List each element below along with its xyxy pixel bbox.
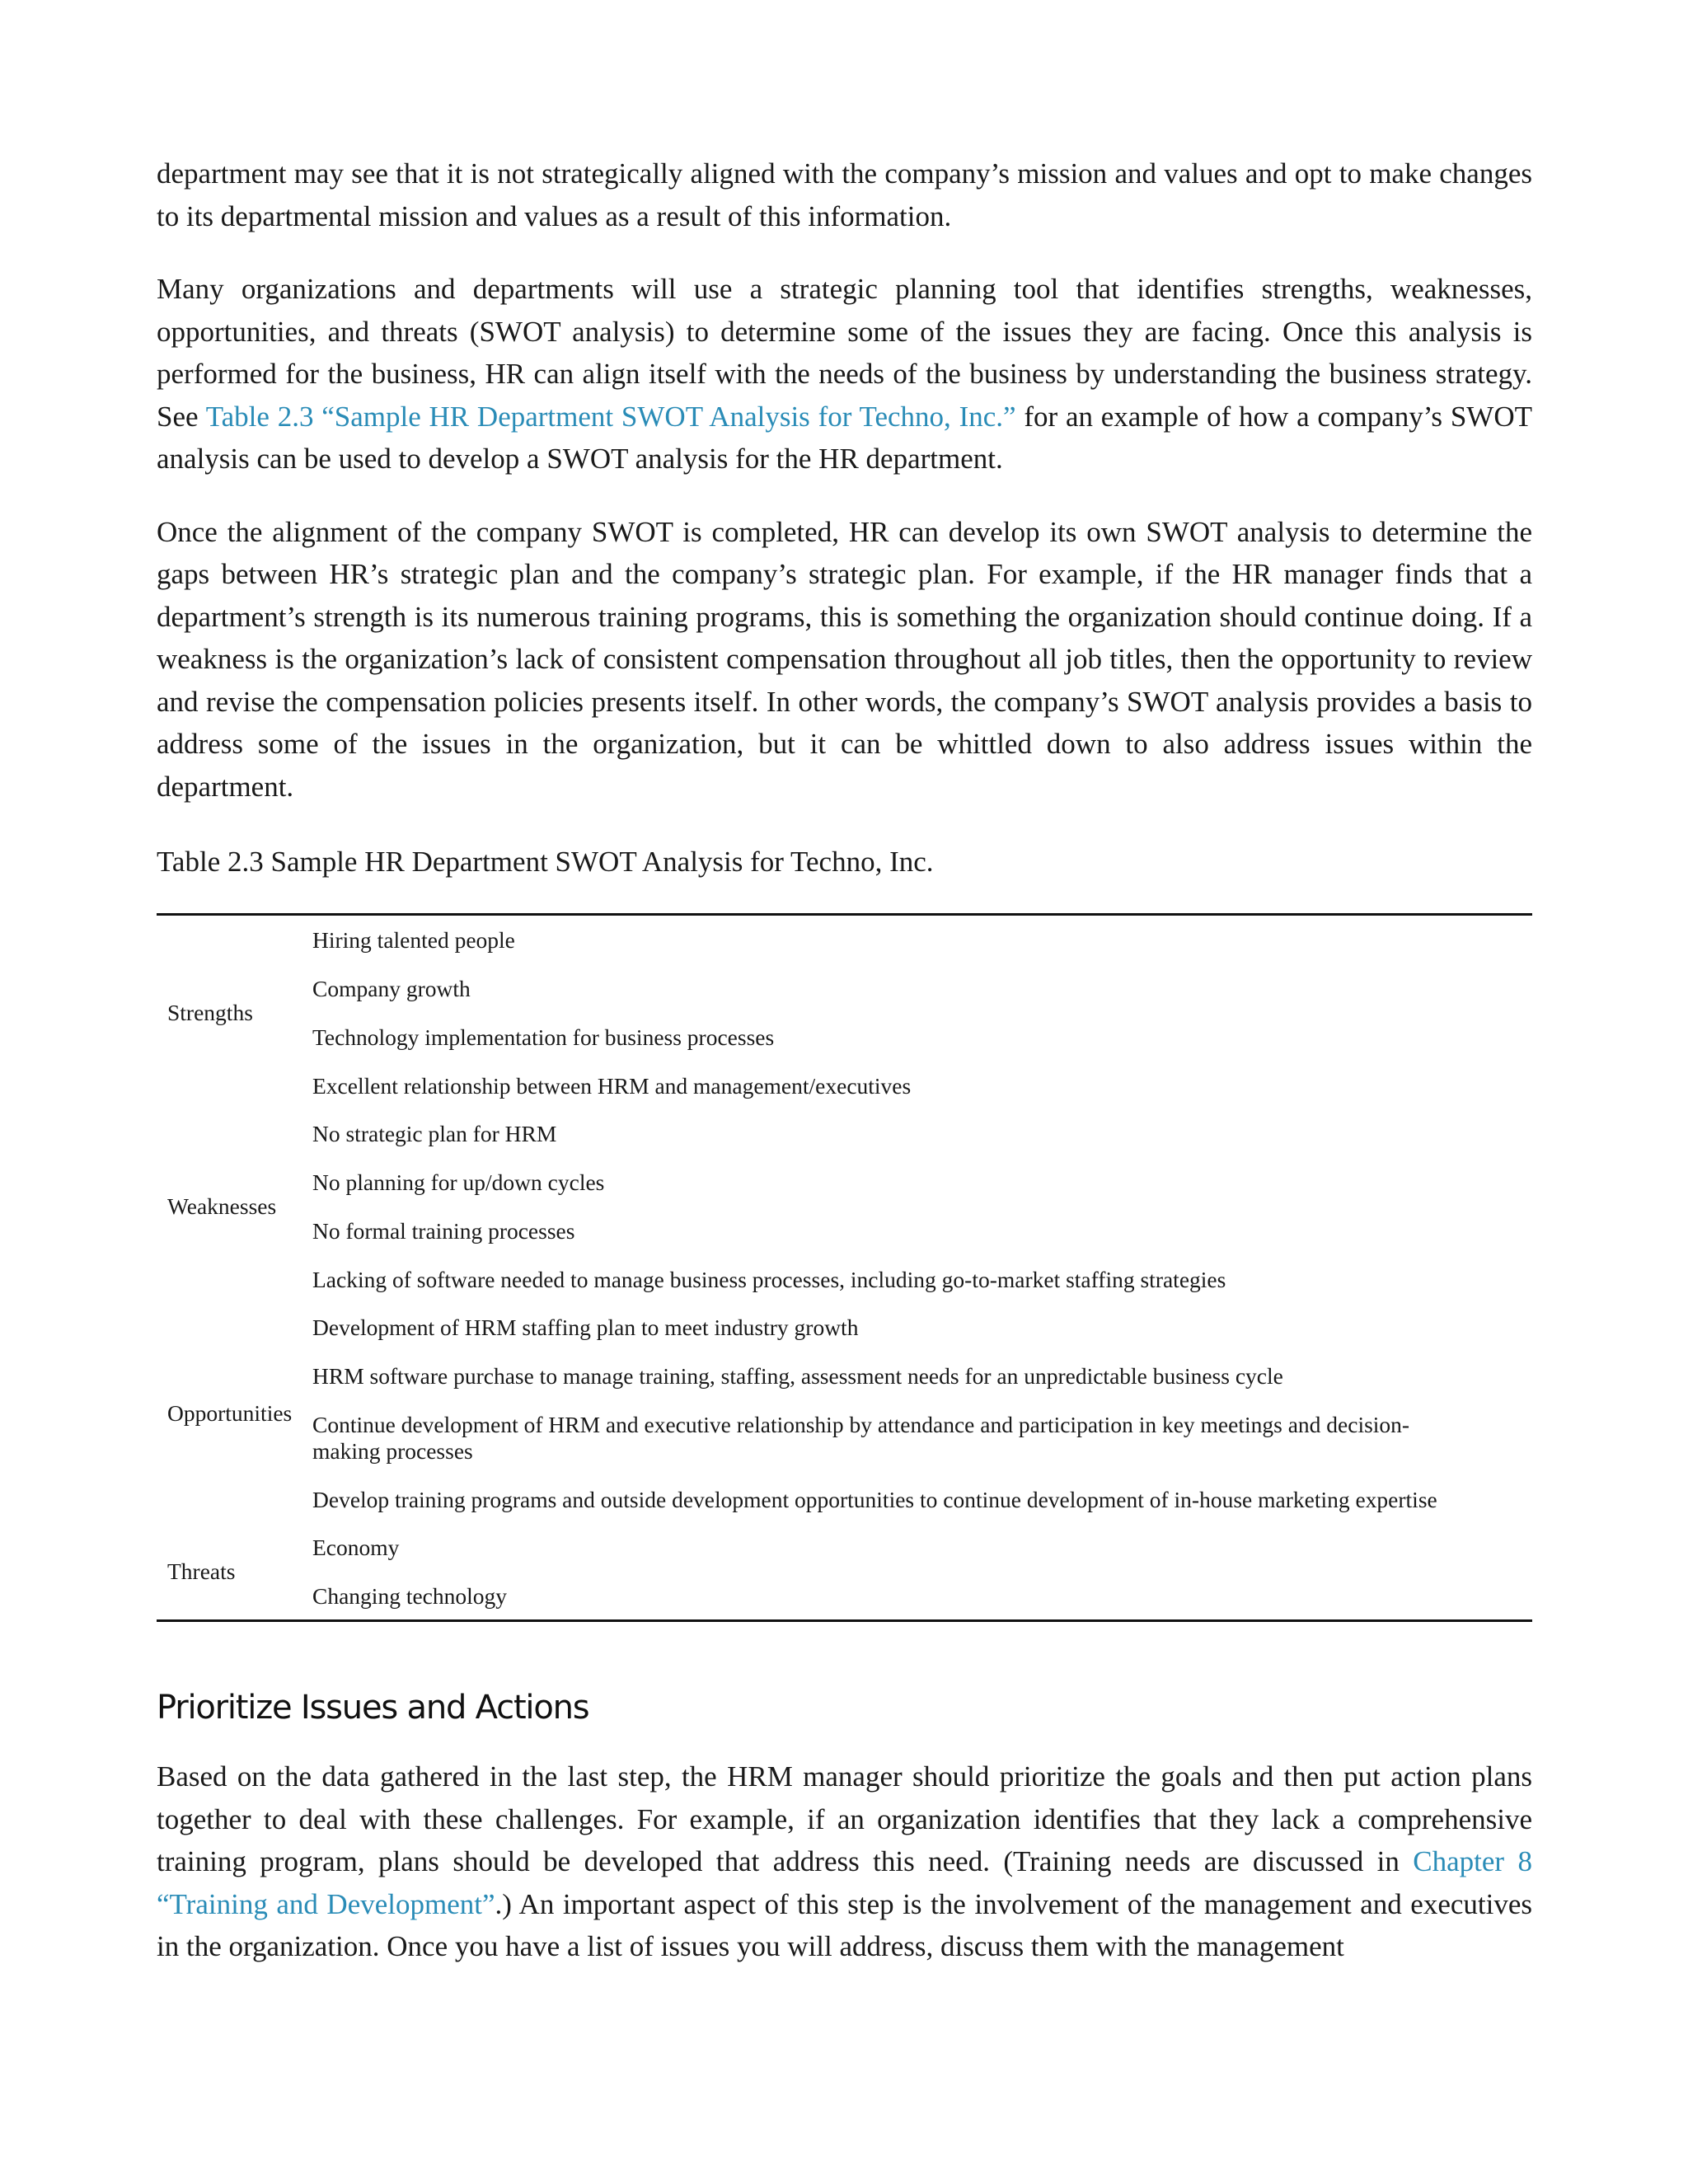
swot-row-threats [157, 1523, 1532, 1621]
paragraph-swot-intro-text-end: for an example of how a company’s SWOT analysis can be used to develop a SWOT analysis for the HR department. [157, 400, 1532, 475]
paragraph-prioritize-text-end: .) An important aspect of this step is the involvement of the management and executives in the organization. Once you have a list of issues you will address, discuss them with the management [157, 1887, 1532, 1962]
swot-item: Develop training programs and outside development opportunities to continue development of in-house marketing expertise [312, 1487, 1437, 1512]
swot-row-weaknesses [157, 1109, 1532, 1303]
table-caption: Table 2.3 Sample HR Department SWOT Analysis for Techno, Inc. [157, 846, 934, 878]
paragraph-prioritize-text: Based on the data gathered in the last step, the HRM manager should prioritize the goals and then put action plans together to deal with these challenges. For example, if an organization identifies that they lack a comprehensive training program, plans should be developed that address this need. (Training needs are discussed in [157, 1760, 1532, 1877]
swot-item: Changing technology [312, 1583, 508, 1609]
swot-category: Strengths [167, 999, 253, 1025]
swot-items [312, 1303, 1532, 1523]
swot-row-opportunities [157, 1303, 1532, 1523]
swot-item: Technology implementation for business processes [312, 1024, 775, 1050]
paragraph-prioritize [157, 1755, 1532, 1968]
swot-row-strengths [157, 915, 1532, 1110]
paragraph-swot-intro [157, 268, 1532, 480]
swot-item: Continue development of HRM and executive relationship by attendance and participation in key meetings and decision-making processes [312, 1412, 1410, 1464]
swot-item: Economy [312, 1535, 400, 1560]
section-heading: Prioritize Issues and Actions [157, 1689, 589, 1727]
swot-item: Hiring talented people [312, 927, 515, 953]
swot-category: Threats [167, 1558, 236, 1584]
paragraph-mission-alignment: department may see that it is not strategically aligned with the company’s mission and values and opt to make changes to its departmental mission and values as a result of this information. [157, 157, 1532, 232]
swot-item: No strategic plan for HRM [312, 1121, 557, 1146]
swot-items [312, 1523, 1532, 1621]
swot-item: Company growth [312, 976, 471, 1001]
paragraph-swot-intro-text: Many organizations and departments will use a strategic planning tool that identifies strengths, weaknesses, opportunities, and threats (SWOT analysis) to determine some of the issues they are facing. Once this analysis is performed for the business, HR can align itself with the needs of the business by understanding the business strategy. See [157, 273, 1532, 433]
swot-item: Excellent relationship between HRM and management/executives [312, 1073, 912, 1099]
swot-items [312, 915, 1532, 1110]
table-2-3-link[interactable]: Table 2.3 “Sample HR Department SWOT Analysis for Techno, Inc.” [205, 400, 1016, 433]
paragraph-hr-swot: Once the alignment of the company SWOT is completed, HR can develop its own SWOT analysis to determine the gaps between HR’s strategic plan and the company’s strategic plan. For example, if the HR manager finds that a department’s strength is its numerous training programs, this is something the organization should continue doing. If a weakness is the organization’s lack of consistent compensation throughout all job titles, then the opportunity to review and revise the compensation policies presents itself. In other words, the company’s SWOT analysis provides a basis to address some of the issues in the organization, but it can be whittled down to also address issues within the department. [157, 515, 1532, 803]
swot-category: Weaknesses [167, 1193, 277, 1219]
page-content [157, 152, 1532, 1968]
chapter-8-link[interactable]: Chapter 8 “Training and Development” [157, 1845, 1533, 1920]
swot-item: No formal training processes [312, 1218, 575, 1244]
swot-item: No planning for up/down cycles [312, 1169, 605, 1195]
swot-items [312, 1109, 1532, 1303]
swot-table [157, 913, 1532, 1622]
swot-category: Opportunities [167, 1399, 293, 1426]
swot-item: Lacking of software needed to manage business processes, including go-to-market staffing strategies [312, 1267, 1226, 1292]
swot-item: Development of HRM staffing plan to meet industry growth [312, 1315, 859, 1340]
swot-item: HRM software purchase to manage training, staffing, assessment needs for an unpredictable business cycle [312, 1363, 1283, 1389]
